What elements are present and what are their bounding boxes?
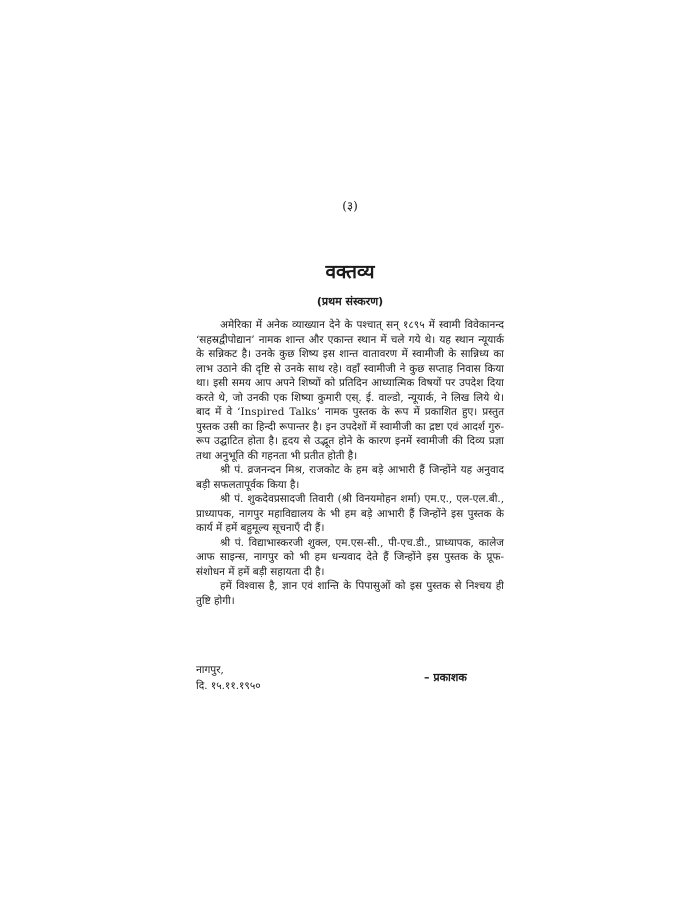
page-title: वक्तव्य xyxy=(325,261,375,283)
paragraph-closing: हमें विश्वास है, ज्ञान एवं शान्ति के पिपासुओं को इस पुस्तक से निश्चय ही तुष्टि होगी। xyxy=(196,580,504,607)
paragraph-advisor-thanks: श्री पं. शुकदेवप्रसादजी तिवारी (श्री विनयमोहन शर्मा) एम.ए., एल-एल.बी., प्राध्यापक, नागपुर महाविद्यालय के भी हम बड़े आभारी हैं जिन्होंने इस पुस्तक के कार्य में हमें बहुमूल्य सूचनाएँ दी हैं। xyxy=(196,493,504,534)
paragraph-translator-thanks: श्री पं. व्रजनन्दन मिश्र, राजकोट के हम बड़े आभारी हैं जिन्होंने यह अनुवाद बड़ी सफलतापूर्वक किया है। xyxy=(196,464,504,491)
paragraph-proofreader-thanks: श्री पं. विद्याभास्करजी शुक्ल, एम.एस-सी., पी-एच.डी., प्राध्यापक, कालेज आफ साइन्स, नागपुर को भी हम धन्यवाद देते हैं जिन्होंने इस पुस्तक के प्रूफ-संशोधन में हमें बड़ी सहायता दी है। xyxy=(196,536,504,578)
page-number: (३) xyxy=(342,199,358,213)
place: नागपुर, xyxy=(196,664,224,676)
publisher-signature: – प्रकाशक xyxy=(424,671,467,684)
body-text xyxy=(196,318,504,608)
place-and-date xyxy=(196,662,261,694)
date: दि. १५.११.१९५० xyxy=(196,680,261,692)
edition-subtitle: (प्रथम संस्करण) xyxy=(316,295,384,308)
paragraph-intro: अमेरिका में अनेक व्याख्यान देने के पश्चात् सन् १८९५ में स्वामी विवेकानन्द ‘सहस्रद्वीपोद्यान’ नामक शान्त और एकान्त स्थान में चले गये थे। यह स्थान न्यूयार्क के सन्निकट है। उनके कुछ शिष्य इस शान्त वातावरण में स्वामीजी के सान्निध्य का लाभ उठाने की दृष्टि से उनके साथ रहे। वहाँ स्वामीजी ने कुछ सप्ताह निवास किया था। इसी समय आप अपने शिष्यों को प्रतिदिन आध्यात्मिक विषयों पर उपदेश दिया करते थे, जो उनकी एक शिष्या कुमारी एस्. ई. वाल्डो, न्यूयार्क, ने लिख लिये थे। बाद में वे ‘Inspired Talks’ नामक पुस्तक के रूप में प्रकाशित हुए। प्रस्तुत पुस्तक उसी का हिन्दी रूपान्तर है। इन उपदेशों में स्वामीजी का द्रष्टा एवं आदर्श गुरु-रूप उद्घाटित होता है। हृदय से उद्भूत होने के कारण इनमें स्वामीजी की दिव्य प्रज्ञा तथा अनुभूति की गहनता भी प्रतीत होती है। xyxy=(196,319,504,462)
